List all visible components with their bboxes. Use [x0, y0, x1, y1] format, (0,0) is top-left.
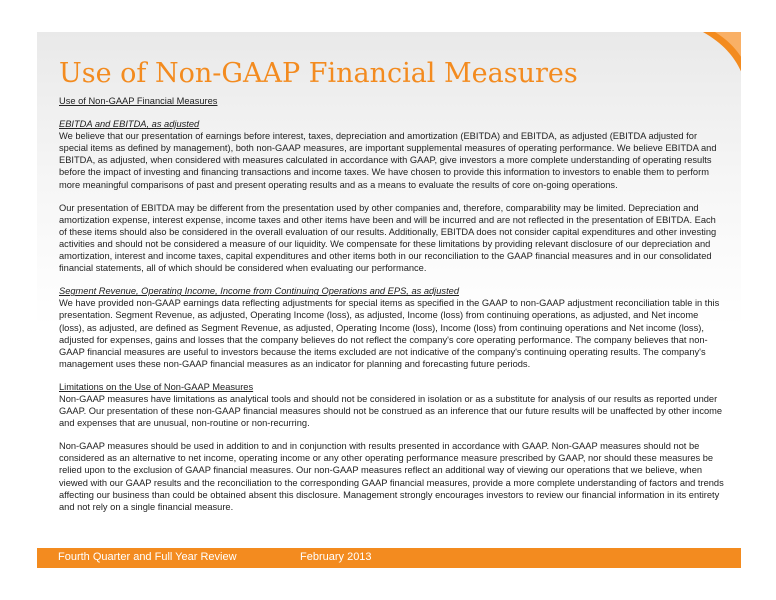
- footer-date: February 2013: [300, 551, 372, 563]
- section-heading-limitations: Limitations on the Use of Non-GAAP Measures: [59, 381, 254, 392]
- corner-swoosh-icon: [683, 32, 741, 92]
- page-number: 39: [648, 539, 657, 548]
- section-heading-segment: Segment Revenue, Operating Income, Income from Continuing Operations and EPS, as adjusted: [59, 286, 459, 297]
- footer-bar: [37, 548, 741, 568]
- section-heading-ebitda: EBITDA and EBITDA, as adjusted: [59, 119, 200, 130]
- paragraph-limitations-2: Non-GAAP measures should be used in addition to and in conjunction with results presented in accordance with GAAP. Non-GAAP measures should not be considered as an alternative to net income, operating income or any other operating performance measure prescribed by GAAP, nor should these measures be relied upon to the exclusion of GAAP financial measures. Our non-GAAP measures reflect an additional way of viewing our operations that we believe, when viewed with our GAAP results and the reconciliation to the corresponding GAAP financial measures, provide a more complete understanding of factors and trends affecting our business than could be obtained absent this disclosure. Management strongly encourages investors to review our financial information in its entirety and not rely on a single financial measure.: [59, 441, 724, 512]
- content-body: [59, 95, 725, 513]
- paragraph-ebitda-2: Our presentation of EBITDA may be different from the presentation used by other companies and, therefore, comparability may be limited. Depreciation and amortization expense, interest expense, income taxes and other items have been and will be incurred and are not reflected in the presentation of EBITDA. Each of these items should also be considered in the overall evaluation of our results. Additionally, EBITDA does not consider capital expenditures and other investing activities and should not be considered a measure of our liquidity. We compensate for these limitations by providing relevant disclosure of our depreciation and amortization, interest and income taxes, capital expenditures and other items both in our reconciliation to the GAAP financial measures and in our consolidated financial statements, all of which should be considered when evaluating our performance.: [59, 202, 717, 274]
- intro-heading: Use of Non-GAAP Financial Measures: [59, 96, 218, 106]
- paragraph-limitations-1: Non-GAAP measures have limitations as analytical tools and should not be considered in isolation or as a substitute for analysis of our results as reported under GAAP. Our presentation of these non-GAAP financial measures should not be construed as an inference that our future results will be unaffected by other income and expenses that are unusual, non-routine or non-recurring.: [59, 393, 723, 429]
- paragraph-ebitda-1: We believe that our presentation of earnings before interest, taxes, depreciation and amortization (EBITDA) and EBITDA, as adjusted (EBITDA adjusted for special items as defined by management), both non-GAAP measures, are important supplemental measures of operating performance. We believe EBITDA and EBITDA, as adjusted, when considered with measures calculated in accordance with GAAP, give investors a more complete understanding of operating results before the impact of investing and financing transactions and income taxes. We have chosen to provide this information to investors to enable them to perform more meaningful comparisons of past and present operating results and as a means to evaluate the results of core on-going operations.: [59, 131, 717, 190]
- page-title: Use of Non-GAAP Financial Measures: [59, 58, 578, 89]
- slide: [37, 32, 741, 568]
- paragraph-segment-1: We have provided non-GAAP earnings data reflecting adjustments for special items as specified in the GAAP to non-GAAP adjustment reconciliation table in this presentation. Segment Revenue, as adjusted, Operating Income (loss), as adjusted, Income (loss) from continuing operations, as adjusted, and Net income (loss), as adjusted, are defined as Segment Revenue, as adjusted, Operating Income (loss), Income (loss) from continuing operations and Net income (loss), adjusted for expenses, gains and losses that the company believes do not reflect the company's core operating performance. The company believes that non-GAAP financial measures are useful to investors because the items excluded are not indicative of the company's continuing operating results. The company's management uses these non-GAAP financial measures as an indicator for planning and forecasting future periods.: [59, 298, 720, 369]
- footer-presentation-name: Fourth Quarter and Full Year Review: [58, 551, 237, 563]
